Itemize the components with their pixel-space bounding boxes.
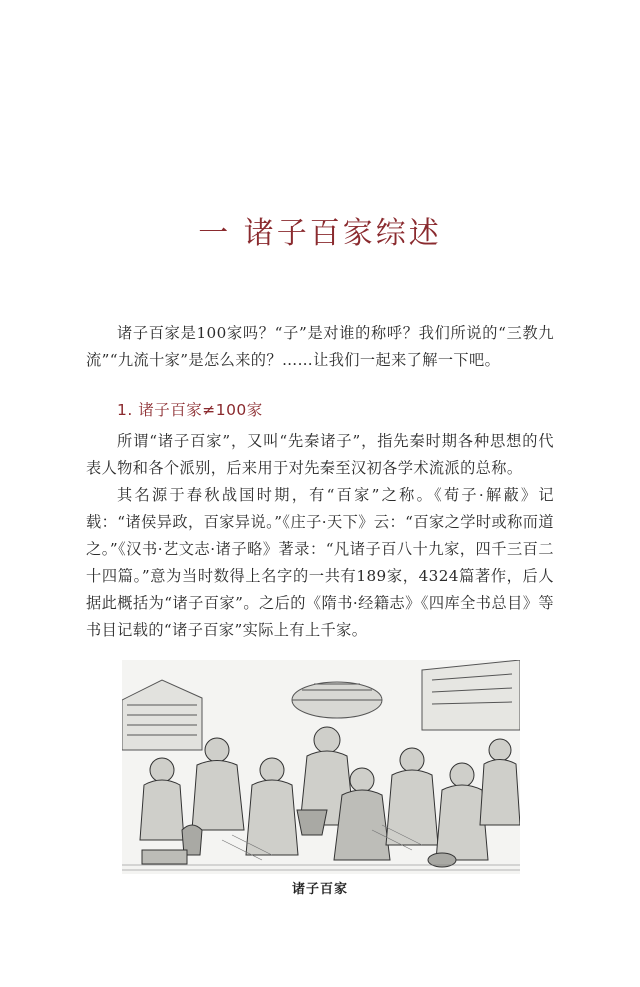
intro-paragraph: 诸子百家是100家吗？“子”是对谁的称呼？我们所说的“三教九流”“九流十家”是怎么来的？……让我们一起来了解一下吧。 <box>86 324 554 369</box>
illustration-hundred-schools <box>122 660 520 874</box>
section-heading: 1. 诸子百家≠100家 <box>117 401 263 419</box>
figure-caption: 诸子百家 <box>291 882 348 897</box>
body-paragraph-1: 所谓“诸子百家”，又叫“先秦诸子”，指先秦时期各种思想的代表人物和各个派别，后来用于对先秦至汉初各学术流派的总称。 <box>86 432 554 477</box>
chapter-title: 一 诸子百家综述 <box>198 216 442 251</box>
body-paragraph-2: 其名源于春秋战国时期，有“百家”之称。《荀子·解蔽》记载：“诸侯异政，百家异说。”《庄子·天下》云：“百家之学时或称而道之。”《汉书·艺文志·诸子略》著录：“凡诸子百八十九家，四千三百二十四篇。”意为当时数得上名字的一共有189家，4324篇著作，后人据此概括为“诸子百家”。之后的《隋书·经籍志》《四库全书总目》等书目记载的“诸子百家”实际上有上千家。 <box>86 486 554 639</box>
ink-illustration <box>122 660 520 874</box>
